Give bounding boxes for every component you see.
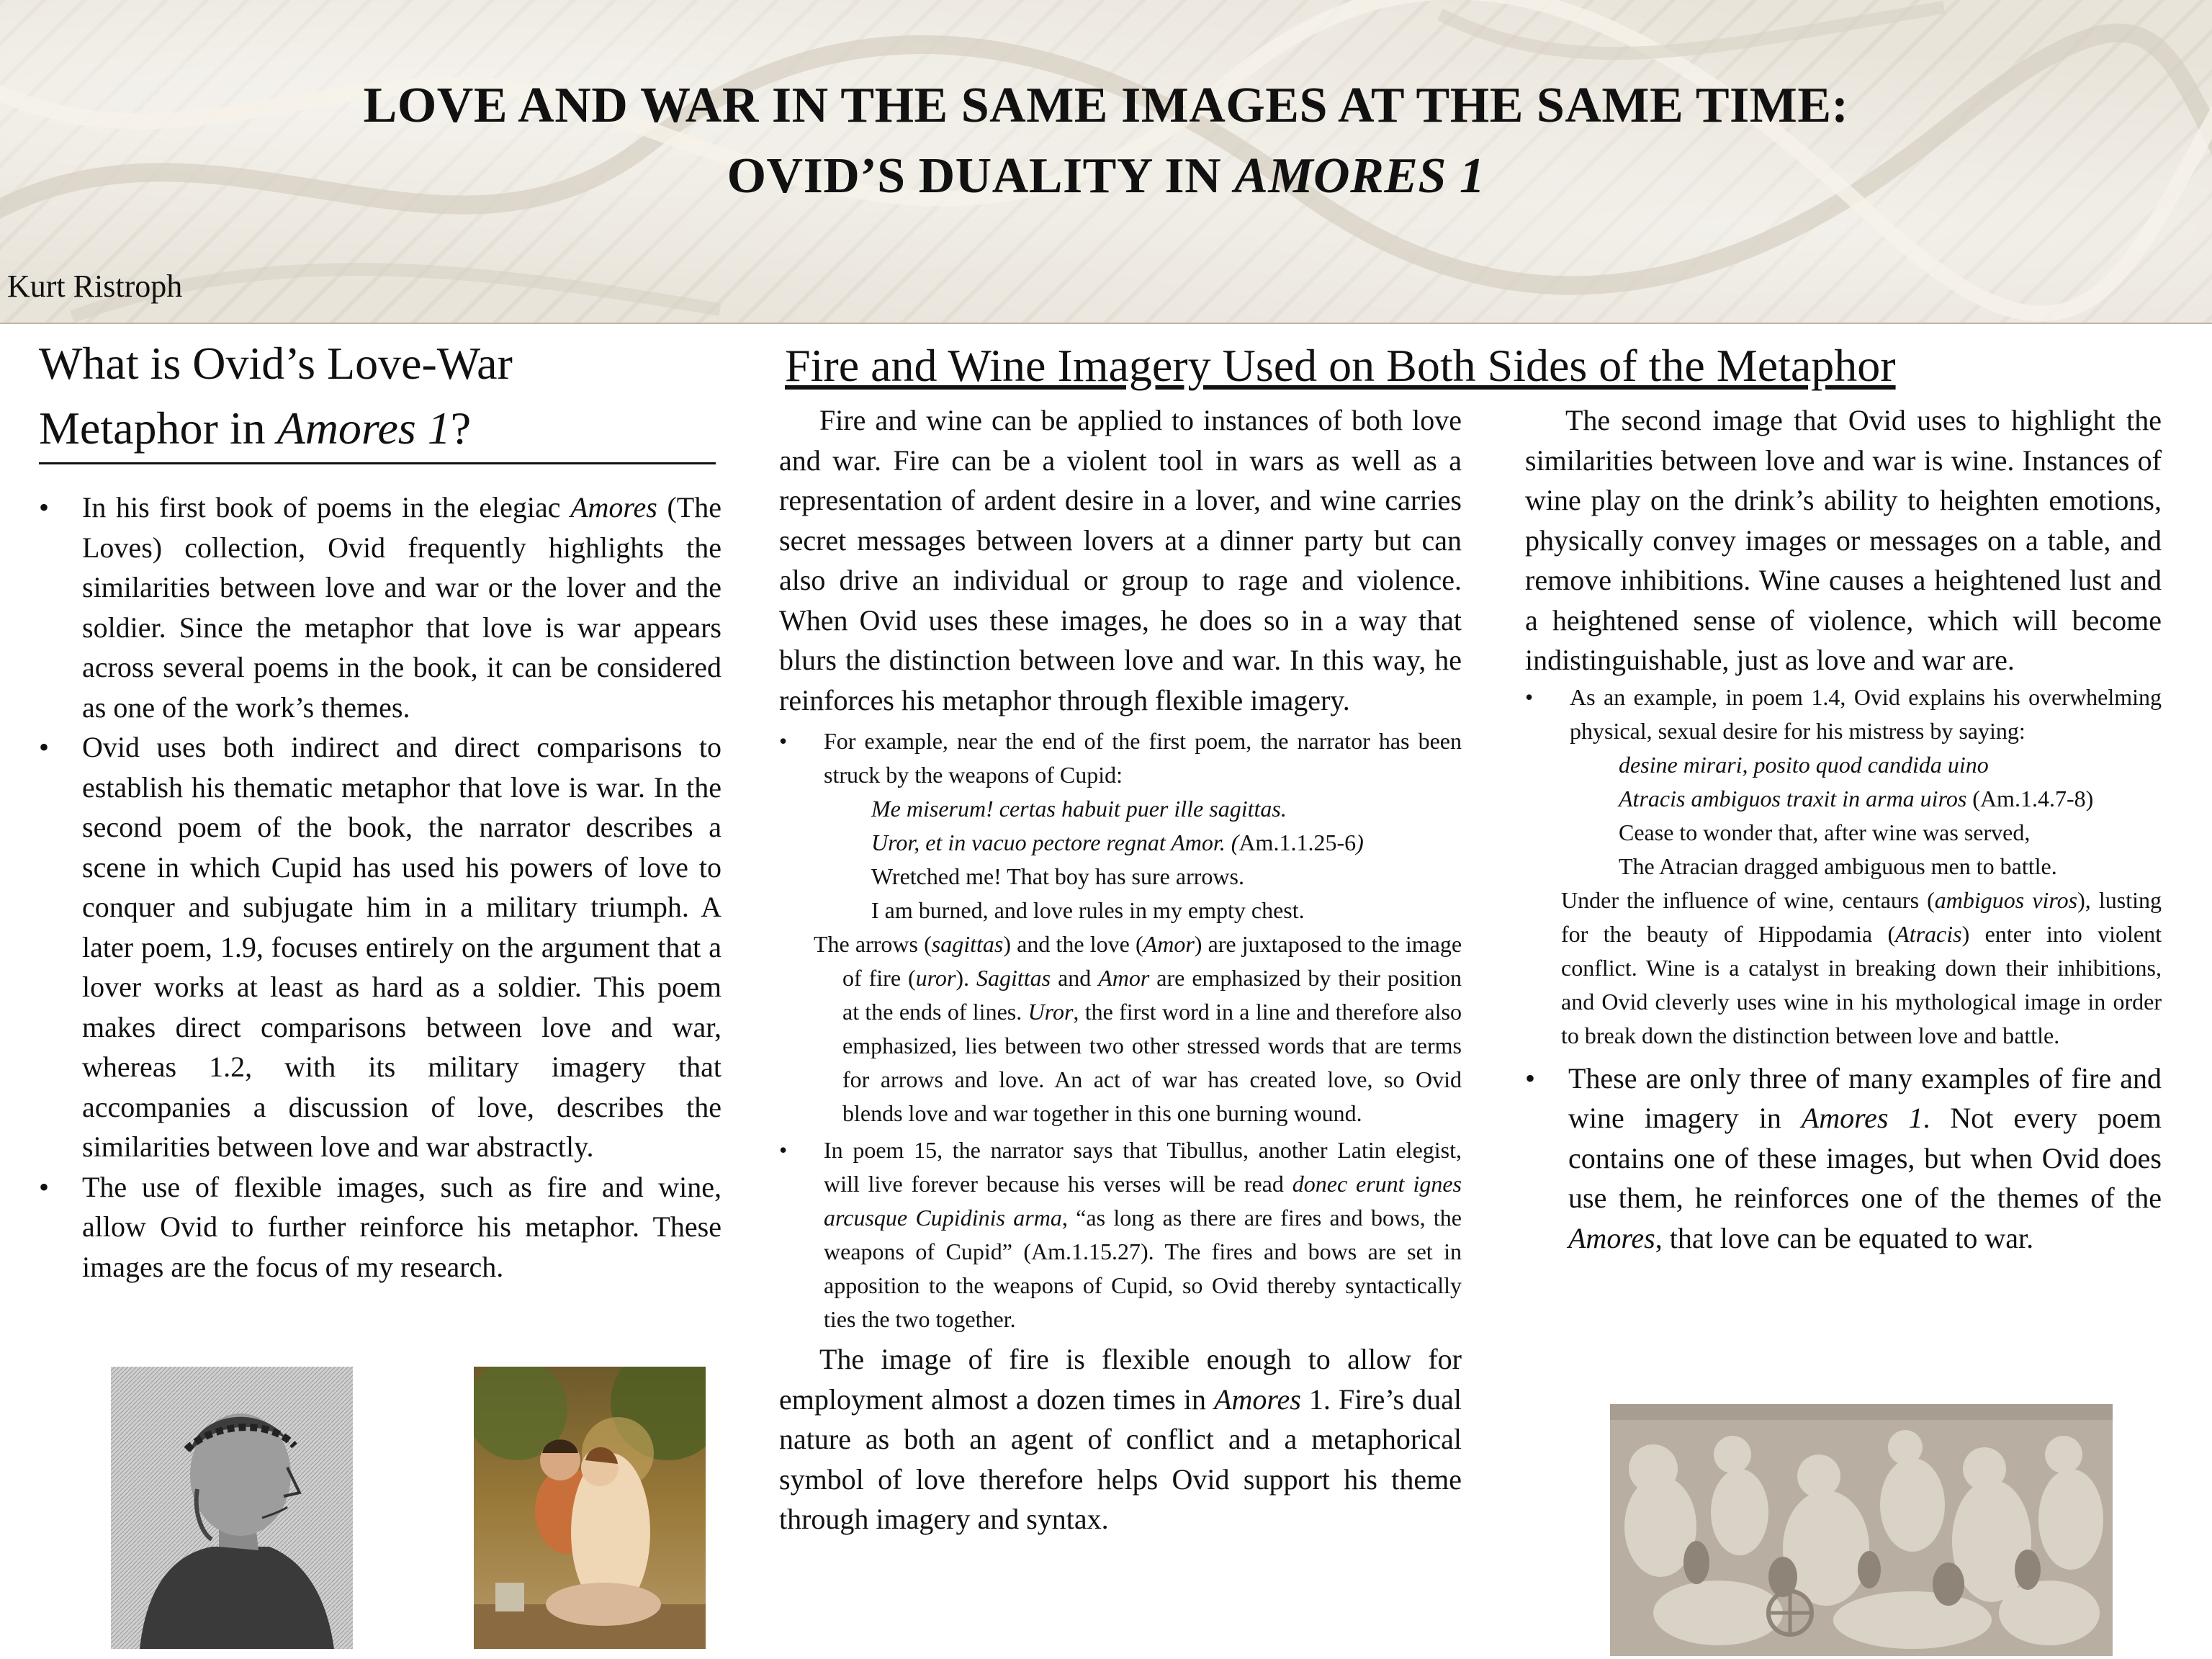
section-heading-fire-wine: Fire and Wine Imagery Used on Both Sides of the Metaphor [785, 340, 1896, 391]
column-right [1525, 400, 2162, 1258]
title-line-2: OVID’S DUALITY IN AMORES 1 [727, 148, 1485, 204]
translation-line: Wretched me! That boy has sure arrows. [871, 863, 1244, 889]
latin-quote-line: desine mirari, posito quod candida uino [1619, 751, 1989, 778]
column-left [39, 331, 721, 1287]
section-heading-metaphor: What is Ovid’s Love-War Metaphor in Amores 1? [39, 331, 716, 464]
wine-analysis-paragraph: Under the influence of wine, centaurs (ambiguos viros), lusting for the beauty of Hippodamia (Atracis) enter into violent conflict. Wine is a catalyst in breaking down their inhibitions, and Ovid cleverly uses wine in his mythological image in order to break down the distinction between love and battle. [1561, 886, 2162, 1048]
fire-example-list-2 [779, 1133, 1462, 1336]
latin-quote-line: Me miserum! certas habuit puer ille sagittas. [871, 796, 1287, 822]
list-item: • In his first book of poems in the elegiac Amores (The Loves) collection, Ovid frequently highlights the similarities between love and war or the lover and the soldier. Since the metaphor that love is war appears across several poems in the book, it can be considered as one of the work’s themes. [39, 487, 721, 727]
title-line-1: LOVE AND WAR IN THE SAME IMAGES AT THE SAME TIME: [363, 78, 1849, 133]
fire-analysis-paragraph: The arrows (sagittas) and the love (Amor) are juxtaposed to the image of fire (uror). Sagittas and Amor are emphasized by their position at the ends of lines. Uror, the first word in a line and therefore also emphasized, lies between two other stressed words that are terms for arrows and love. An act of war has created love, so Ovid blends love and war together in this one burning wound. [814, 931, 1462, 1126]
wine-intro-paragraph: The second image that Ovid uses to highlight the similarities between love and war is wine. Instances of wine play on the drink’s ability to heighten emotions, physically convey images or messages on a table, and remove inhibitions. Wine causes a heightened lust and a heightened sense of violence, which will become indistinguishable, just as love and war are. [1525, 404, 2162, 676]
latin-quote-line: Atracis ambiguos traxit in arma uiros (Am.1.4.7-8) [1619, 785, 2094, 811]
sarcophagus-relief-image [1610, 1404, 2113, 1656]
metaphor-bullet-list [39, 487, 721, 1287]
conclusion-list [1525, 1058, 2162, 1259]
latin-quote-line: Uror, et in vacuo pectore regnat Amor. (Am.1.1.25-6) [871, 830, 1364, 855]
wine-example-list [1525, 680, 2162, 748]
list-item: • As an example, in poem 1.4, Ovid explains his overwhelming physical, sexual desire for his mistress by saying: [1525, 680, 2162, 748]
author-name: Kurt Ristroph [7, 269, 183, 304]
translation-line: Cease to wonder that, after wine was served, [1619, 819, 2031, 845]
column-middle [779, 400, 1462, 1539]
fire-wine-intro-paragraph: Fire and wine can be applied to instances of both love and war. Fire can be a violent tool in wars as well as a representation of ardent desire in a lover, and wine carries secret messages between lovers at a dinner party but can also drive an individual or group to rage and violence. When Ovid uses these images, he does so in a way that blurs the distinction between love and war. In this way, he reinforces his metaphor through flexible imagery. [779, 404, 1462, 716]
poster-header [0, 0, 2212, 324]
fire-conclusion-paragraph: The image of fire is flexible enough to allow for employment almost a dozen times in Amores 1. Fire’s dual nature as both an agent of conflict and a metaphorical symbol of love therefore helps Ovid support his theme through imagery and syntax. [779, 1343, 1462, 1535]
translation-line: The Atracian dragged ambiguous men to battle. [1619, 853, 2057, 879]
list-item: • The use of flexible images, such as fire and wine, allow Ovid to further reinforce his metaphor. These images are the focus of my research. [39, 1167, 721, 1287]
lovers-painting-image [474, 1367, 706, 1649]
poster-title [0, 71, 2212, 212]
ovid-portrait-image [111, 1367, 353, 1649]
list-item: • Ovid uses both indirect and direct comparisons to establish his thematic metaphor that love is war. In the second poem of the book, the narrator describes a scene in which Cupid has used his powers of love to conquer and subjugate him in a military triumph. A later poem, 1.9, focuses entirely on the argument that a lover works at least as hard as a soldier. This poem makes direct comparisons between love and war, whereas 1.2, with its military imagery that accompanies a discussion of love, describes the similarities between love and war abstractly. [39, 727, 721, 1167]
list-item: • In poem 15, the narrator says that Tibullus, another Latin elegist, will live forever because his verses will be read donec erunt ignes arcusque Cupidinis arma, “as long as there are fires and bows, the weapons of Cupid” (Am.1.15.27). The fires and bows are set in apposition to the weapons of Cupid, so Ovid thereby syntactically ties the two together. [779, 1133, 1462, 1336]
list-item: • For example, near the end of the first poem, the narrator has been struck by the weapons of Cupid: [779, 724, 1462, 792]
list-item: • These are only three of many examples of fire and wine imagery in Amores 1. Not every poem contains one of these images, but when Ovid does use them, he reinforces one of the themes of the Amores, that love can be equated to war. [1525, 1058, 2162, 1259]
fire-example-list [779, 724, 1462, 792]
translation-line: I am burned, and love rules in my empty chest. [871, 897, 1305, 923]
